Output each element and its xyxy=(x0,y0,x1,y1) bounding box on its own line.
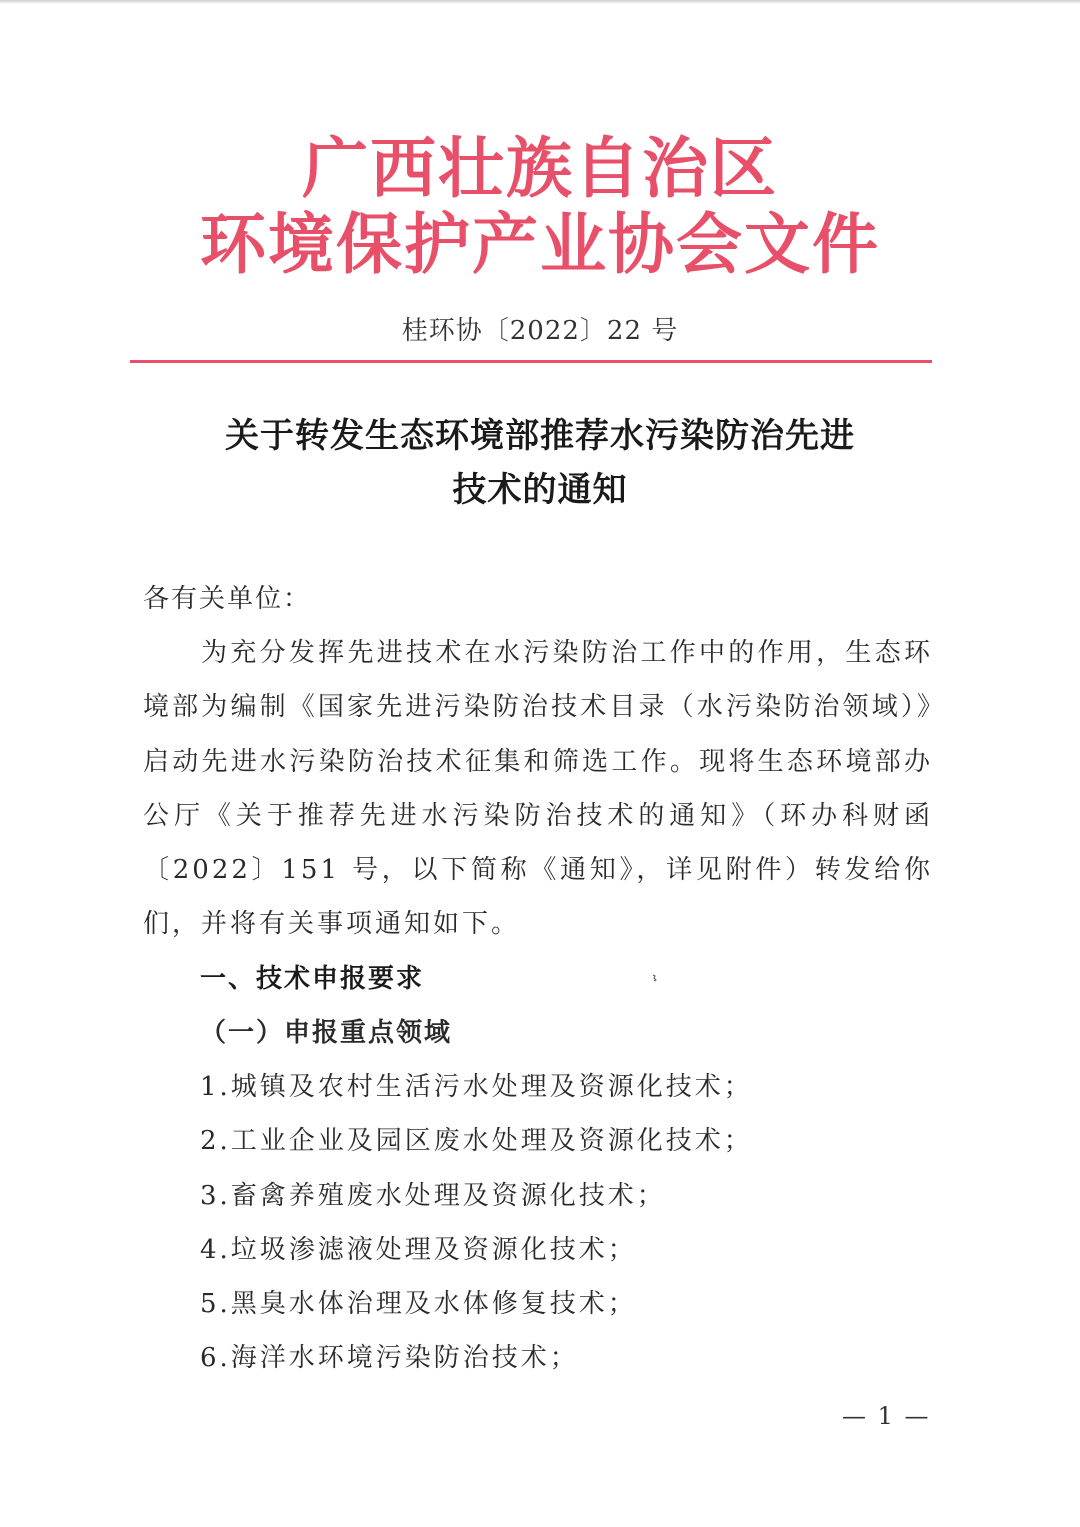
section-heading-1: 一、技术申报要求 xyxy=(200,964,425,994)
page-number: — 1 — xyxy=(842,1402,931,1430)
org-name-line1: 广西壮族自治区 xyxy=(302,129,778,207)
scan-top-edge xyxy=(0,0,1080,4)
list-item: 5.黑臭水体治理及水体修复技术； xyxy=(200,1289,637,1320)
list-item: 1.城镇及农村生活污水处理及资源化技术； xyxy=(200,1072,753,1102)
org-name-line2: 环境保护产业协会文件 xyxy=(200,205,880,283)
list-item: 2.工业企业及园区废水处理及资源化技术； xyxy=(200,1126,753,1157)
focus-areas-list xyxy=(200,1060,753,1386)
list-item: 3.畜禽养殖废水处理及资源化技术； xyxy=(200,1180,666,1211)
list-item: 4.垃圾渗滤液处理及资源化技术； xyxy=(200,1234,637,1265)
notice-title-line1: 关于转发生态环境部推荐水污染防治先进 xyxy=(225,416,855,456)
scan-speck xyxy=(652,974,658,982)
salutation: 各有关单位： xyxy=(143,584,312,614)
list-item: 6.海洋水环境污染防治技术； xyxy=(200,1343,579,1374)
document-number: 桂环协〔2022〕22 号 xyxy=(401,316,679,346)
subsection-heading-1: （一）申报重点领域 xyxy=(200,1018,453,1048)
red-separator-line xyxy=(130,360,932,363)
intro-paragraph: 为充分发挥先进技术在水污染防治工作中的作用，生态环境部为编制《国家先进污染防治技术目录（水污染防治领域）》启动先进水污染防治技术征集和筛选工作。现将生态环境部办公厅《关于推荐先进水污染防治技术的通知》（环办科财函〔2022〕151 号，以下简称《通知》，详见附件）转发给你们，并将有关事项通知如下。 xyxy=(143,638,933,940)
notice-title-line2: 技术的通知 xyxy=(452,470,628,510)
